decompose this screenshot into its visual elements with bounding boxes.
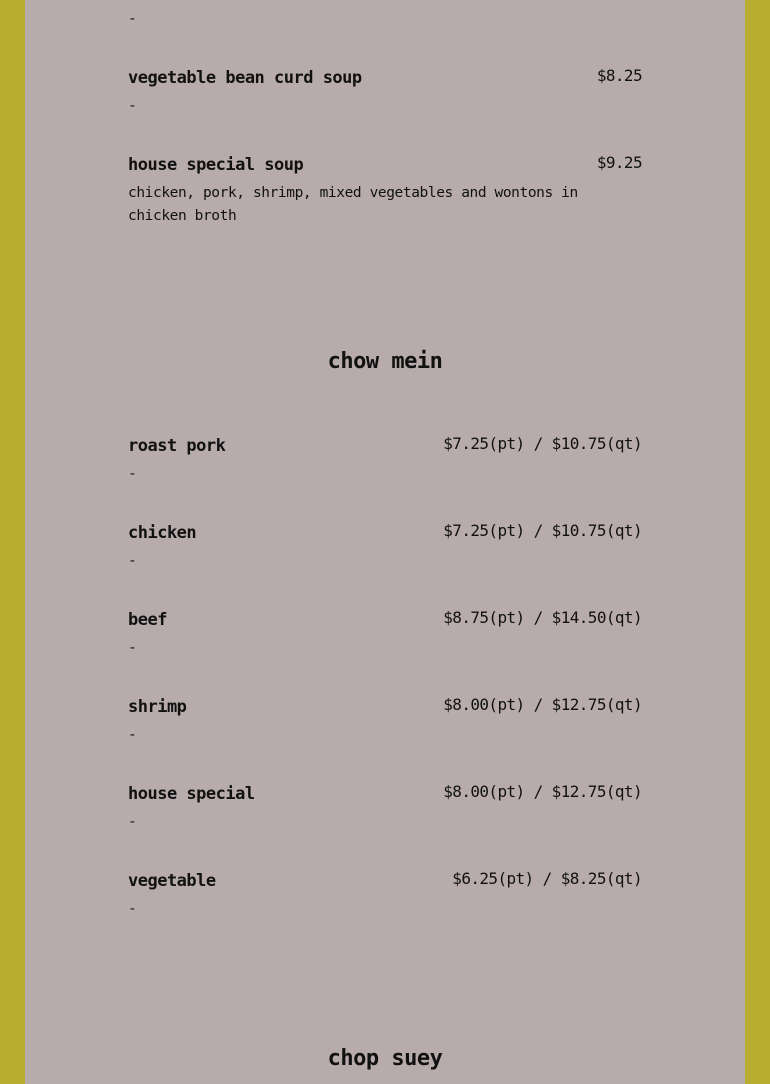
item-name: beef: [128, 610, 167, 630]
item-price: $8.25: [596, 66, 642, 85]
item-description: -: [128, 727, 137, 743]
menu-item: [128, 67, 642, 154]
item-price: $9.25: [596, 153, 642, 172]
item-name: house special soup: [128, 155, 304, 175]
menu-item: [128, 870, 642, 957]
item-price: $7.25(pt) / $10.75(qt): [443, 521, 642, 540]
menu-content: [128, 0, 642, 1073]
item-description: -: [128, 901, 137, 917]
item-description: -: [128, 98, 137, 114]
item-description: -: [128, 640, 137, 656]
soup-items: [128, 0, 642, 260]
section-title-chop-suey: chop suey: [327, 1046, 443, 1071]
menu-item: [128, 154, 642, 260]
item-description: -: [128, 466, 137, 482]
item-price: $8.00(pt) / $12.75(qt): [443, 695, 642, 714]
item-name: house special: [128, 784, 255, 804]
menu-item: [128, 783, 642, 870]
item-description: -: [128, 814, 137, 830]
menu-item: [128, 435, 642, 522]
item-name: [128, 0, 294, 2]
item-name: vegetable: [128, 871, 216, 891]
menu-item: [128, 609, 642, 696]
item-name: roast pork: [128, 436, 226, 456]
item-price: $7.25(pt) / $10.75(qt): [443, 434, 642, 453]
item-description: -: [128, 11, 137, 27]
menu-panel: [25, 0, 745, 1084]
item-description: -: [128, 553, 137, 569]
menu-item: [128, 522, 642, 609]
item-price: $8.75(pt) / $14.50(qt): [443, 608, 642, 627]
menu-item: [128, 696, 642, 783]
item-price: $8.00(pt) / $12.75(qt): [443, 782, 642, 801]
menu-item: [128, 0, 642, 67]
item-name: chicken: [128, 523, 197, 543]
item-price: $6.25(pt) / $8.25(qt): [452, 869, 642, 888]
item-description: chicken, pork, shrimp, mixed vegetables and wontons in chicken broth: [128, 185, 578, 224]
section-title-chow-mein: chow mein: [327, 349, 443, 374]
chow-mein-items: [128, 435, 642, 957]
item-name: shrimp: [128, 697, 187, 717]
item-name: vegetable bean curd soup: [128, 68, 362, 88]
